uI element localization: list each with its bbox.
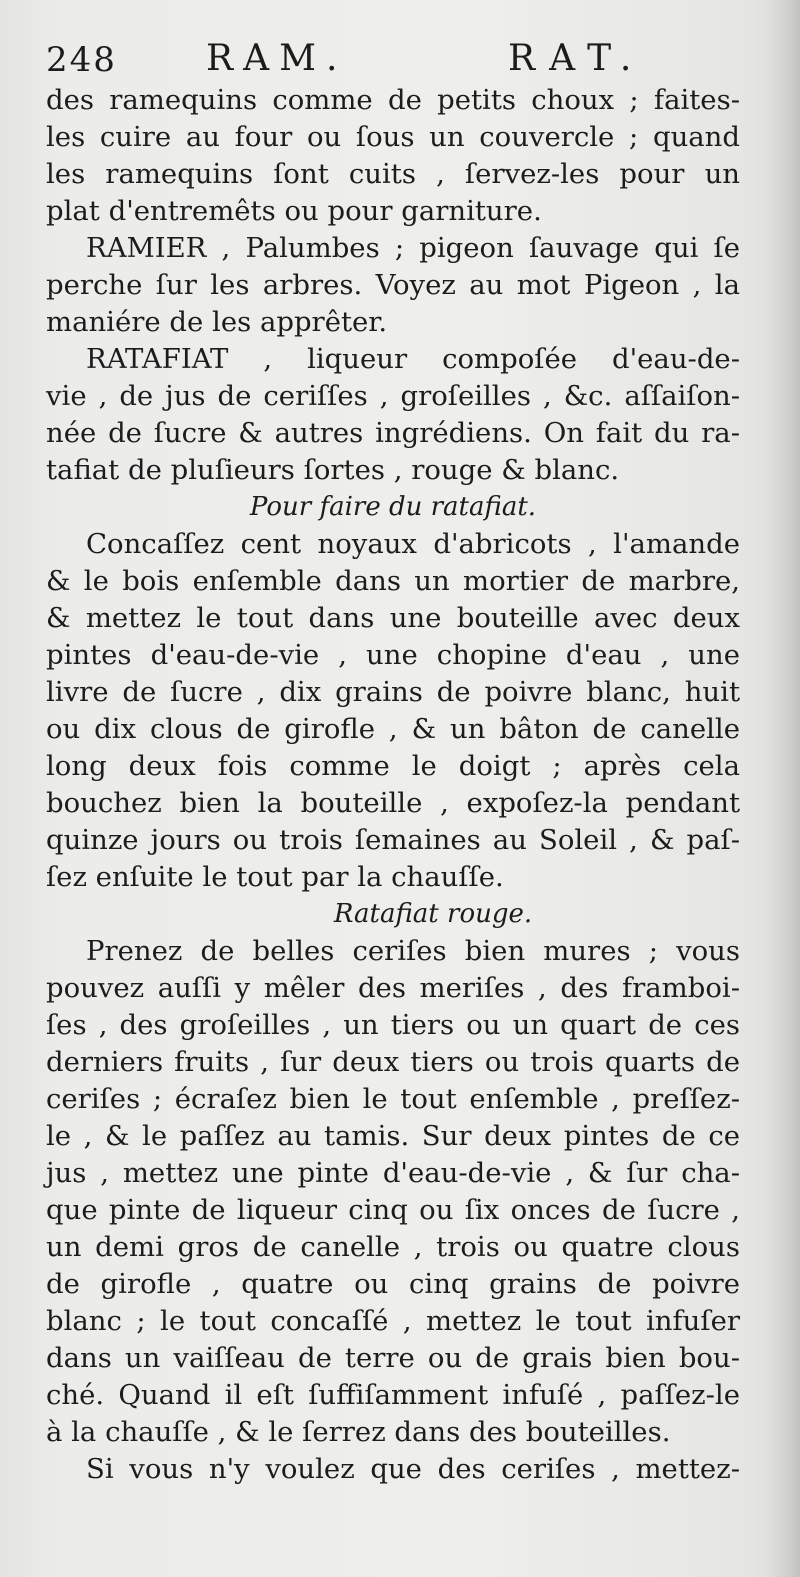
page-edge-shadow bbox=[766, 0, 800, 1577]
text-line: jus , mettez une pinte d'eau-de-vie , & ſur cha- bbox=[46, 1157, 740, 1189]
text-line: née de ſucre & autres ingrédiens. On fait du ra- bbox=[46, 417, 740, 449]
running-title-right: RAT. bbox=[508, 38, 646, 79]
text-line: derniers fruits , ſur deux tiers ou trois quarts de bbox=[46, 1046, 740, 1078]
text-line: long deux fois comme le doigt ; après cela bbox=[46, 750, 740, 782]
text-line: vie , de jus de ceriſſes , groſeilles , &c. aſſaiſon- bbox=[46, 380, 740, 412]
text-line: pouvez auſſi y mêler des meriſes , des framboi- bbox=[46, 972, 740, 1004]
text-line: bouchez bien la bouteille , expoſez-la pendant bbox=[46, 787, 740, 819]
text-line: dans un vaiſſeau de terre ou de grais bien bou- bbox=[46, 1342, 740, 1374]
text-line: livre de ſucre , dix grains de poivre blanc, huit bbox=[46, 676, 740, 708]
text-line: des ramequins comme de petits choux ; faites- bbox=[46, 84, 740, 116]
text-line: le , & le paſſez au tamis. Sur deux pintes de ce bbox=[46, 1120, 740, 1152]
text-line: RAMIER , Palumbes ; pigeon ſauvage qui ſe bbox=[86, 232, 740, 264]
text-line: ceriſes ; écraſez bien le tout enſemble , preſſez- bbox=[46, 1083, 740, 1115]
text-line: blanc ; le tout concaſſé , mettez le tout infuſer bbox=[46, 1305, 740, 1337]
text-line: ché. Quand il eſt ſuffiſamment infuſé , paſſez-le bbox=[46, 1379, 740, 1411]
text-line: Prenez de belles ceriſes bien mures ; vous bbox=[86, 935, 740, 967]
text-line: les cuire au four ou ſous un couvercle ; quand bbox=[46, 121, 740, 153]
text-line: perche ſur les arbres. Voyez au mot Pigeon , la bbox=[46, 269, 740, 301]
text-line: à la chauſſe , & le ſerrez dans des bouteilles. bbox=[46, 1416, 671, 1448]
text-line: ſes , des groſeilles , un tiers ou un quart de ces bbox=[46, 1009, 740, 1041]
page-body-text bbox=[46, 82, 740, 1488]
running-header bbox=[46, 30, 746, 80]
text-line: que pinte de liqueur cinq ou ſix onces de ſucre , bbox=[46, 1194, 740, 1226]
text-line: pintes d'eau-de-vie , une chopine d'eau , une bbox=[46, 639, 740, 671]
section-heading: Ratafiat rouge. bbox=[333, 899, 533, 929]
text-line: tafiat de pluſieurs ſortes , rouge & blanc. bbox=[46, 454, 620, 486]
text-line: Si vous n'y voulez que des ceriſes , mettez- bbox=[86, 1453, 740, 1485]
text-line: plat d'entremêts ou pour garniture. bbox=[46, 195, 542, 227]
text-line: quinze jours ou trois ſemaines au Soleil , & paſ- bbox=[46, 824, 740, 856]
text-line: maniére de les apprêter. bbox=[46, 306, 388, 338]
text-line: ou dix clous de girofle , & un bâton de canelle bbox=[46, 713, 740, 745]
text-line: Concaſſez cent noyaux d'abricots , l'amande bbox=[86, 528, 740, 560]
page-number: 248 bbox=[46, 40, 117, 80]
text-line: & le bois enſemble dans un mortier de marbre, bbox=[46, 565, 740, 597]
text-line: de girofle , quatre ou cinq grains de poivre bbox=[46, 1268, 740, 1300]
text-line: les ramequins ſont cuits , ſervez-les pour un bbox=[46, 158, 740, 190]
text-line: ſez enſuite le tout par la chauſſe. bbox=[46, 861, 504, 893]
running-title-left: RAM. bbox=[206, 38, 348, 79]
section-heading: Pour faire du ratafiat. bbox=[249, 492, 537, 522]
text-line: RATAFIAT , liqueur compoſée d'eau-de- bbox=[86, 343, 740, 375]
text-line: un demi gros de canelle , trois ou quatre clous bbox=[46, 1231, 740, 1263]
text-line: & mettez le tout dans une bouteille avec deux bbox=[46, 602, 740, 634]
